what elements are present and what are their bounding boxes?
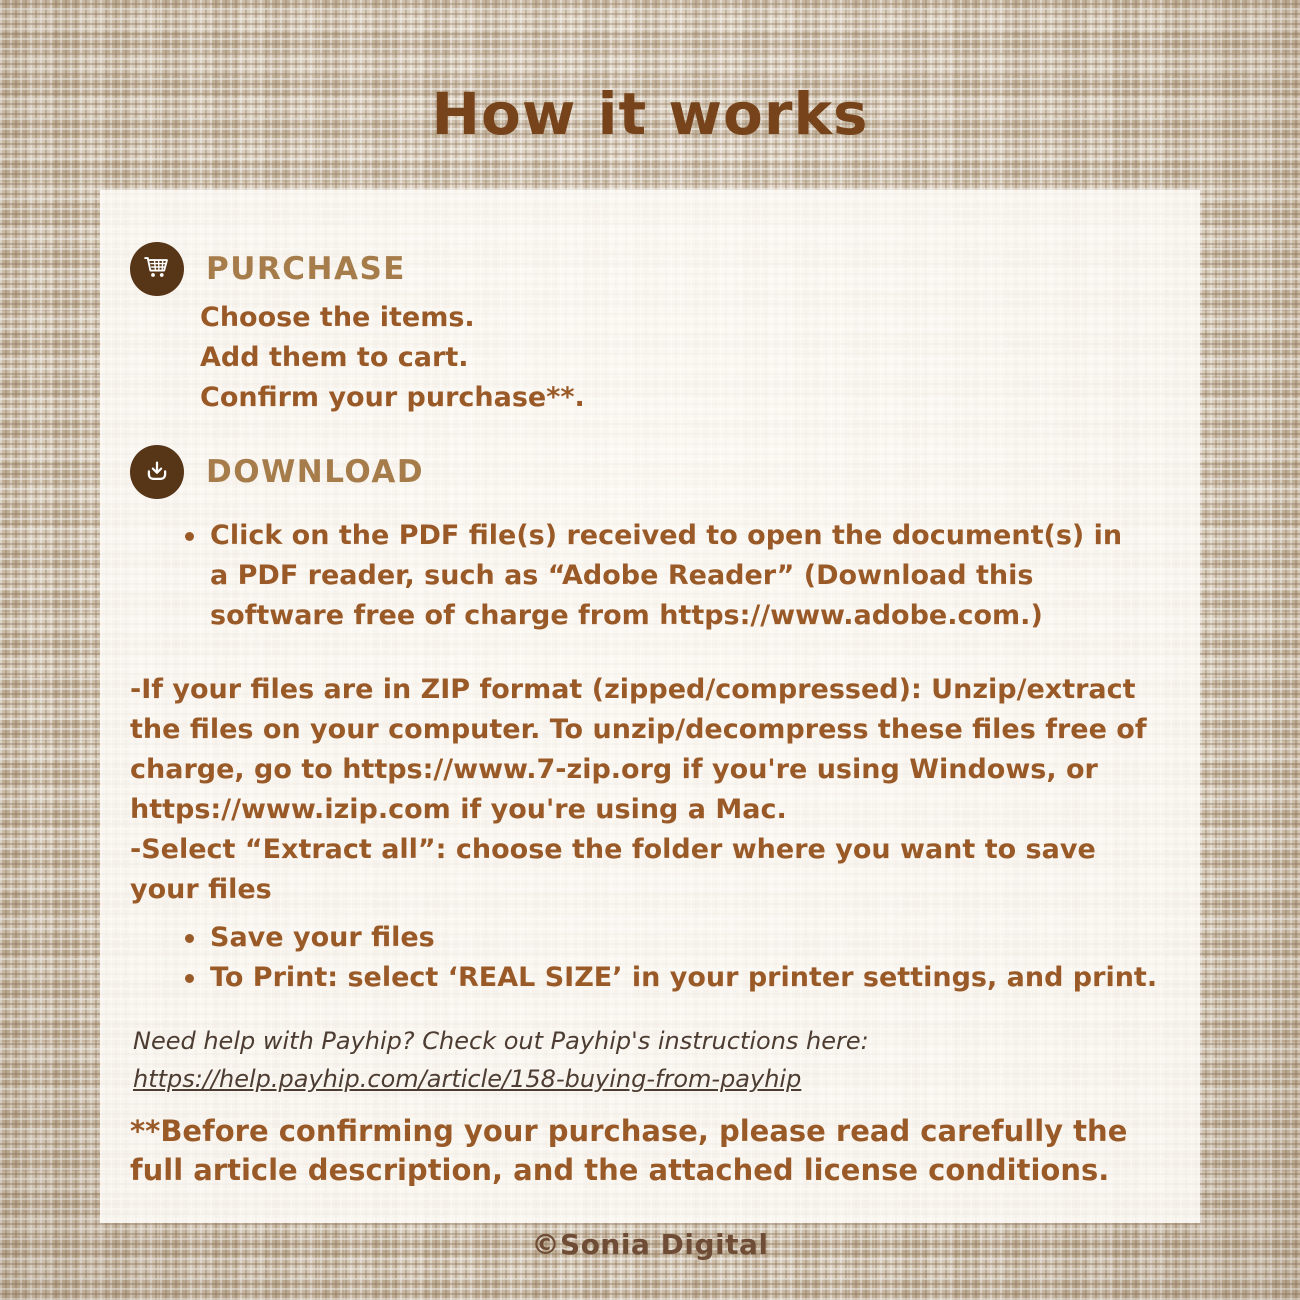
- help-text: Need help with Payhip? Check out Payhip's instructions here:: [133, 1027, 869, 1055]
- pdf-instruction: Click on the PDF file(s) received to open the document(s) in a PDF reader, such as “Adobe Reader” (Download this software free of charge from https://www.adobe.com.): [210, 520, 1123, 631]
- bullet-dot: [185, 934, 194, 943]
- download-section-header: [130, 445, 424, 499]
- payhip-help-link[interactable]: https://help.payhip.com/article/158-buying-from-payhip: [133, 1065, 802, 1093]
- zip-instruction-paragraph: -Select “Extract all”: choose the folder where you want to save your files: [130, 834, 1096, 905]
- page-title: How it works: [431, 80, 869, 148]
- list-item: [185, 516, 1130, 636]
- purchase-notice: **Before confirming your purchase, please read carefully the full article description, and the attached license conditions.: [130, 1114, 1128, 1187]
- purchase-step: Choose the items.: [200, 302, 475, 333]
- download-icon: [130, 445, 184, 499]
- pdf-bullet-list: [185, 516, 1130, 636]
- help-block: [133, 1022, 869, 1098]
- bullet-dot: [185, 532, 194, 541]
- print-instruction: To Print: select ‘REAL SIZE’ in your printer settings, and print.: [210, 962, 1158, 993]
- content-panel: [100, 190, 1200, 1223]
- zip-instruction-paragraph: -If your files are in ZIP format (zipped/compressed): Unzip/extract the files on your computer. To unzip/decompress these files free of charge, go to https://www.7-zip.org if you're using Windows, or https://www.izip.com if you're using a Mac.: [130, 674, 1147, 825]
- final-bullet-list: [185, 918, 1185, 998]
- zip-instructions: [130, 670, 1155, 910]
- cart-icon: [130, 242, 184, 296]
- list-item: [185, 918, 1185, 958]
- bullet-dot: [185, 974, 194, 983]
- purchase-step: Confirm your purchase**.: [200, 382, 585, 413]
- save-instruction: Save your files: [210, 922, 435, 953]
- download-heading: DOWNLOAD: [206, 454, 425, 490]
- purchase-heading: PURCHASE: [206, 251, 406, 287]
- purchase-step: Add them to cart.: [200, 342, 469, 373]
- purchase-section-header: [130, 242, 406, 296]
- purchase-steps: [200, 298, 585, 418]
- copyright-credit: ©Sonia Digital: [531, 1228, 769, 1261]
- list-item: [185, 958, 1185, 998]
